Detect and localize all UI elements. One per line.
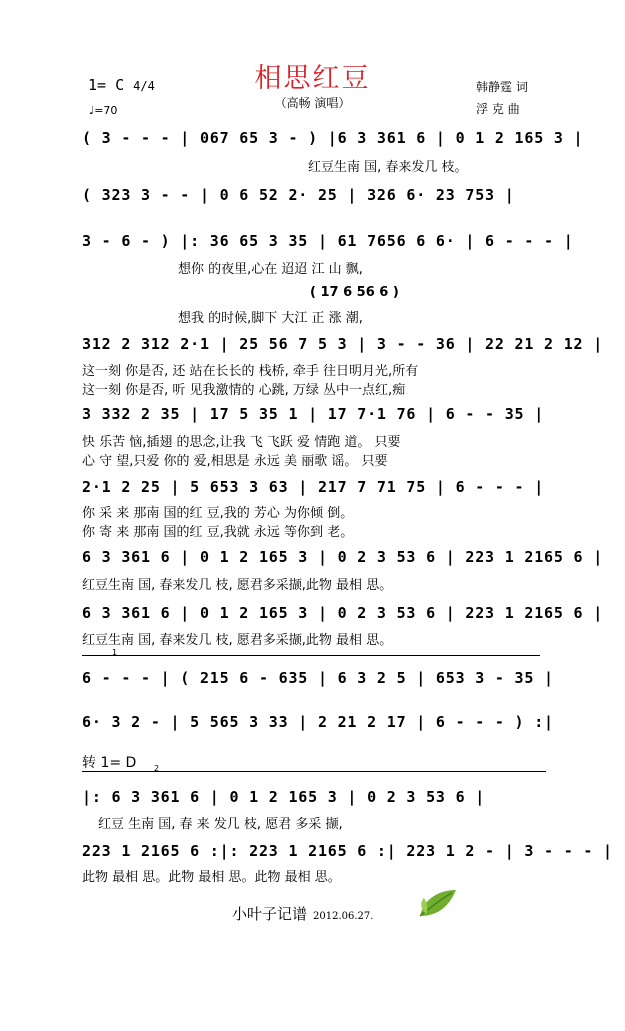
key-signature: 1= C 4/4 <box>88 76 155 94</box>
lyric-line: 红豆 生南 国, 春 来 发几 枝, 愿君 多采 撷, <box>98 817 343 832</box>
volta-bracket-1: 1 <box>82 655 540 664</box>
score-row-8: 6 3 361 6 | 0 1 2 165 3 | 0 2 3 53 6 | 223 1 2165 6 | <box>82 604 604 622</box>
lyric-line: 心 守 望,只爱 你的 爱,相思是 永远 美 丽歌 谣。 只要 <box>82 454 388 469</box>
composer-credit: 浮 克 曲 <box>476 102 520 116</box>
score-row-1: ( 3 - - - | 067 65 3 - ) |6 3 361 6 | 0 1 2 165 3 | <box>82 129 584 147</box>
modulation-marking: 转 1= D <box>82 755 137 771</box>
singer-credit: （高畅 演唱） <box>274 96 351 110</box>
lyric-line: 红豆生南 国, 春来发几 枝。 <box>308 160 468 175</box>
transcriber-signature: 小叶子记谱 2012.06.27. <box>232 905 374 923</box>
lyric-line: 这一刻 你是否, 听 见我激情的 心跳, 万绿 丛中一点红,痴 <box>82 383 406 398</box>
score-row-7: 6 3 361 6 | 0 1 2 165 3 | 0 2 3 53 6 | 223 1 2165 6 | <box>82 548 604 566</box>
score-row-12: 223 1 2165 6 :|: 223 1 2165 6 :| 223 1 2 - | 3 - - - | <box>82 842 613 860</box>
lyric-line: 想你 的夜里,心在 迢迢 江 山 飘, <box>178 262 363 277</box>
score-row-5: 3 332 2 35 | 17 5 35 1 | 17 7·1 76 | 6 - - 35 | <box>82 405 545 423</box>
song-title: 相思红豆 <box>254 63 371 94</box>
tempo-marking: ♩=70 <box>89 104 118 117</box>
transcription-date: 2012.06.27. <box>313 911 374 922</box>
lyricist-credit: 韩静霆 词 <box>476 80 528 94</box>
lyric-line: 快 乐苦 恼,插翅 的思念,让我 飞 飞跃 爱 情跑 道。 只要 <box>82 435 401 450</box>
score-row-4: 312 2 312 2·1 | 25 56 7 5 3 | 3 - - 36 | 22 21 2 12 | <box>82 335 604 353</box>
score-row-9: 6 - - - | ( 215 6 - 635 | 6 3 2 5 | 653 3 - 35 | <box>82 669 554 687</box>
score-row-11: |: 6 3 361 6 | 0 1 2 165 3 | 0 2 3 53 6 | <box>82 788 486 806</box>
lyric-line: 此物 最相 思。此物 最相 思。此物 最相 思。 <box>82 870 341 885</box>
lyric-line: 你 寄 来 那南 国的红 豆,我就 永远 等你到 老。 <box>82 525 354 540</box>
score-row-3: 3 - 6 - ) |: 36 65 3 35 | 61 7656 6 6· | 6 - - - | <box>82 232 574 250</box>
score-row-2: ( 323 3 - - | 0 6 52 2· 25 | 326 6· 23 753 | <box>82 186 515 204</box>
lyric-line: 你 采 来 那南 国的红 豆,我的 芳心 为你倾 倒。 <box>82 506 354 521</box>
lyric-line: 想我 的时候,脚下 大江 正 涨 潮, <box>178 311 363 326</box>
score-row-10: 6· 3 2 - | 5 565 3 33 | 2 21 2 17 | 6 - - - ) :| <box>82 713 554 731</box>
time-signature: 4/4 <box>133 79 155 93</box>
leaf-icon <box>416 886 458 920</box>
volta-bracket-2: 2 <box>82 771 546 780</box>
lyric-line: 这一刻 你是否, 还 站在长长的 栈桥, 牵手 往日明月光,所有 <box>82 364 419 379</box>
lyric-line: 红豆生南 国, 春来发几 枝, 愿君多采撷,此物 最相 思。 <box>82 578 393 593</box>
alt-melody: ( 17 6 56 6 ) <box>310 285 399 300</box>
lyric-line: 红豆生南 国, 春来发几 枝, 愿君多采撷,此物 最相 思。 <box>82 633 393 648</box>
score-row-6: 2·1 2 25 | 5 653 3 63 | 217 7 71 75 | 6 - - - | <box>82 478 545 496</box>
